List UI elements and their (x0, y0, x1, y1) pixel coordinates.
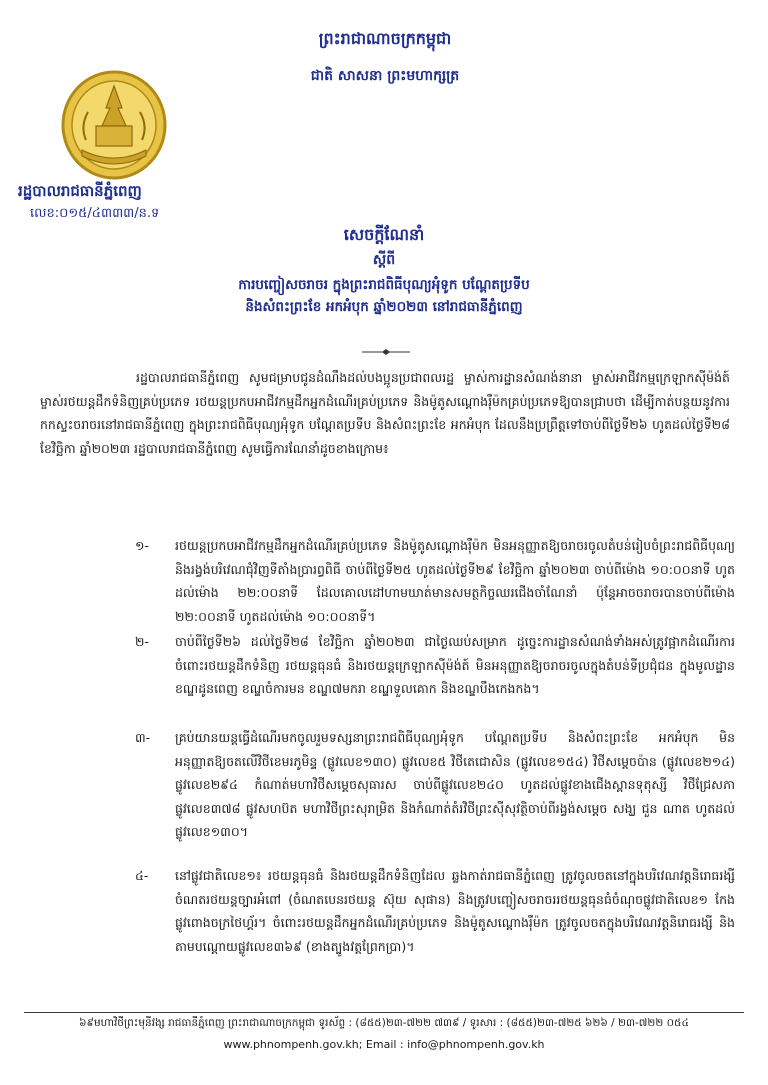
footer-address: ៦៩មហាវិថីព្រះមុនីវង្ស រាជធានីភ្នំពេញ ព្រះរាជាណាចក្រកម្ពុជា ទូរស័ព្ទ : (៨៥៥)២៣-៧២២ ៧៣៩ / ទូរសារ : (៨៥៥)២៣-៧២៥ ៦២៦ / ២៣-៧២២ ០៥៤ (79, 1017, 689, 1029)
city-seal-icon (60, 70, 168, 180)
kingdom-name: ព្រះរាជាណាចក្រកម្ពុជា (318, 29, 452, 48)
national-motto: ជាតិ សាសនា ព្រះមហាក្សត្រ (310, 68, 460, 84)
item-text: នៅផ្លូវជាតិលេខ១៖ រថយន្តធុនធំ និងរថយន្តដឹកទំនិញដែល ឆ្លងកាត់រាជធានីភ្នំពេញ ត្រូវចូលចតនៅក្នុងបរិវេណវត្តនិរោធរង្សី ចំណតរថយន្តច្បារអំពៅ (ចំណតបេនរថយន្ត ស៊ុយ សុផាន) និងត្រូវបញ្ចៀសចរាចររថយន្តធុនធំចំណុចផ្លូវជាតិលេខ១ កែងផ្លូវពោងចក្រថៃហ្គ័រ។ ចំពោះរថយន្តដឹកអ្នកដំណើរគ្រប់ប្រភេទ និងម៉ូតូសណ្តោងរ៉ឺម៉ក ត្រូវចូលចតក្នុងបរិវេណវត្តនិរោធរង្សី និងតាមបណ្តោយផ្លូវលេខ៣៦៩ (ខាងត្បូងវត្តព្រែកប្រា)។ (175, 868, 735, 954)
subject-line-1: ការបញ្ចៀសចរាចរ ក្នុងព្រះរាជពិធីបុណ្យអុំទូក បណ្តែតប្រទីប (238, 277, 530, 293)
item-number: ២- (135, 634, 149, 649)
intro-text: រដ្ឋបាលរាជធានីភ្នំពេញ សូមជម្រាបជូនដំណឹងដល់បងប្អូនប្រជាពលរដ្ឋ ម្ចាស់ការដ្ឋានសំណង់នានា ម្ចាស់អាជីវកម្មក្រេឡាកស៊ីម៉ង់ត៍ ម្ចាស់រថយន្តដឹកទំនិញគ្រប់ប្រភេទ រថយន្តប្រកបអាជីវកម្មដឹកអ្នកដំណើរគ្រប់ប្រភេទ និងម៉ូតូសណ្តោងរ៉ឺម៉កគ្រប់ប្រភេទឱ្យបានជ្រាបថា ដើម្បីកាត់បន្ថយនូវការកកស្ទះចរាចរនៅរាជធានីភ្នំពេញ ក្នុងព្រះរាជពិធីបុណ្យអុំទូក បណ្តែតប្រទីប និងសំពះព្រះខែ អកអំបុក ដែលនឹងប្រព្រឹត្តទៅចាប់ពីថ្ងៃទី២៦ ហូតដល់ថ្ងៃទី២៨ ខែវិច្ឆិកា ឆ្នាំ២០២៣ រដ្ឋបាលរាជធានីភ្នំពេញ សូមធ្វើការណែនាំដូចខាងក្រោម៖ (40, 370, 730, 456)
item-number: ៣- (135, 730, 151, 745)
footer-divider (24, 1012, 744, 1013)
ornamental-divider-icon (362, 348, 410, 356)
list-item (135, 726, 735, 844)
document-title-block (150, 224, 618, 318)
letterhead-footer (0, 1012, 768, 1053)
footer-web-email: www.phnompenh.gov.kh; Email : info@phnompenh.gov.kh (223, 1038, 545, 1051)
issuing-authority: រដ្ឋបាលរាជធានីភ្នំពេញ (18, 182, 142, 200)
title-connector: ស្តីពី (372, 252, 396, 268)
list-item (135, 864, 735, 958)
item-text: ចាប់ពីថ្ងៃទី២៦ ដល់ថ្ងៃទី២៨ ខែវិច្ឆិកា ឆ្នាំ២០២៣ ជាថ្ងៃឈប់សម្រាក ដូច្នេះការដ្ឋានសំណង់ទាំងអស់ត្រូវផ្អាកដំណើរការ ចំពោះរថយន្តដឹកទំនិញ រថយន្តធុនធំ និងរថយន្តក្រេឡាកស៊ីម៉ង់ត៍ មិនអនុញ្ញាតឱ្យចរាចរចូលក្នុងតំបន់ទីប្រជុំជន ក្នុងមូលដ្ឋានខណ្ឌដូនពេញ ខណ្ឌចំការមន ខណ្ឌ៧មករា ខណ្ឌទួលគោក និងខណ្ឌបឹងកេងកង។ (175, 634, 735, 697)
kingdom-header (270, 28, 500, 86)
item-text: រថយន្តប្រកបអាជីវកម្មដឹកអ្នកដំណើរគ្រប់ប្រភេទ និងម៉ូតូសណ្តោងរ៉ឺម៉ក មិនអនុញ្ញាតឱ្យចរាចរចូលតំបន់រៀបចំព្រះរាជពិធីបុណ្យ និងរង្វង់បរិវេណជុំវិញទីតាំងប្រារព្ធពិធី ចាប់ពីថ្ងៃទី២៥ ហូតដល់ថ្ងៃទី២៩ ខែវិច្ឆិកា ឆ្នាំ២០២៣ ចាប់ពីម៉ោង ១០:០០នាទី ហូតដល់ម៉ោង ២២:០០នាទី ដែលគោលដៅហាមឃាត់មានសមត្ថកិច្ចឈរជើងចាំណែនាំ ប៉ុន្តែអាចចរាចរបានចាប់ពីម៉ោង ២២:០០នាទី ហូតដល់ម៉ោង ១០:០០នាទី។ (175, 538, 735, 624)
intro-paragraph (40, 366, 730, 460)
item-number: ៤- (135, 868, 149, 883)
reference-number: លេខ:០១៥/៤៣៣៣/ន.ទ (30, 206, 160, 221)
subject-line-2: និងសំពះព្រះខែ អកអំបុក ឆ្នាំ២០២៣ នៅរាជធានីភ្នំពេញ (245, 299, 523, 315)
item-text: គ្រប់យានយន្តធ្វើដំណើរមកចូលរួមទស្សនាព្រះរាជពិធីបុណ្យអុំទូក បណ្តែតប្រទីប និងសំពះព្រះខែ អកអំបុក មិនអនុញ្ញាតឱ្យចតលើវិថីខេមរភូមិន្ទ (ផ្លូវលេខ១៣០) ផ្លូវលេខ៥ វិថីតេជោសិន (ផ្លូវលេខ១៥៤) វិថីសម្តេចប៉ាន (ផ្លូវលេខ២១៤) ផ្លូវលេខ២៩៤ កំណាត់មហាវិថីសម្តេចសុធារស ចាប់ពីផ្លូវលេខ២៤០ ហូតដល់ផ្លូវខាងជើងស្ពានទុតុស្សី វិថីជ្រែសភា ផ្លូវលេខ៣៧៨ ផ្លូវសហប៊ត មហាវិថីព្រះសុរាម្រិត និងកំណាត់តំរវិថីព្រះស៊ីសុវត្ថិចាប់ពីរង្វង់សម្តេច សង្ឃ ជួន ណាត ហូតដល់ផ្លូវលេខ១៣០។ (175, 730, 735, 840)
list-item (135, 630, 735, 701)
document-title: សេចក្តីណែនាំ (343, 225, 425, 244)
item-number: ១- (135, 538, 149, 553)
list-item (135, 534, 735, 628)
